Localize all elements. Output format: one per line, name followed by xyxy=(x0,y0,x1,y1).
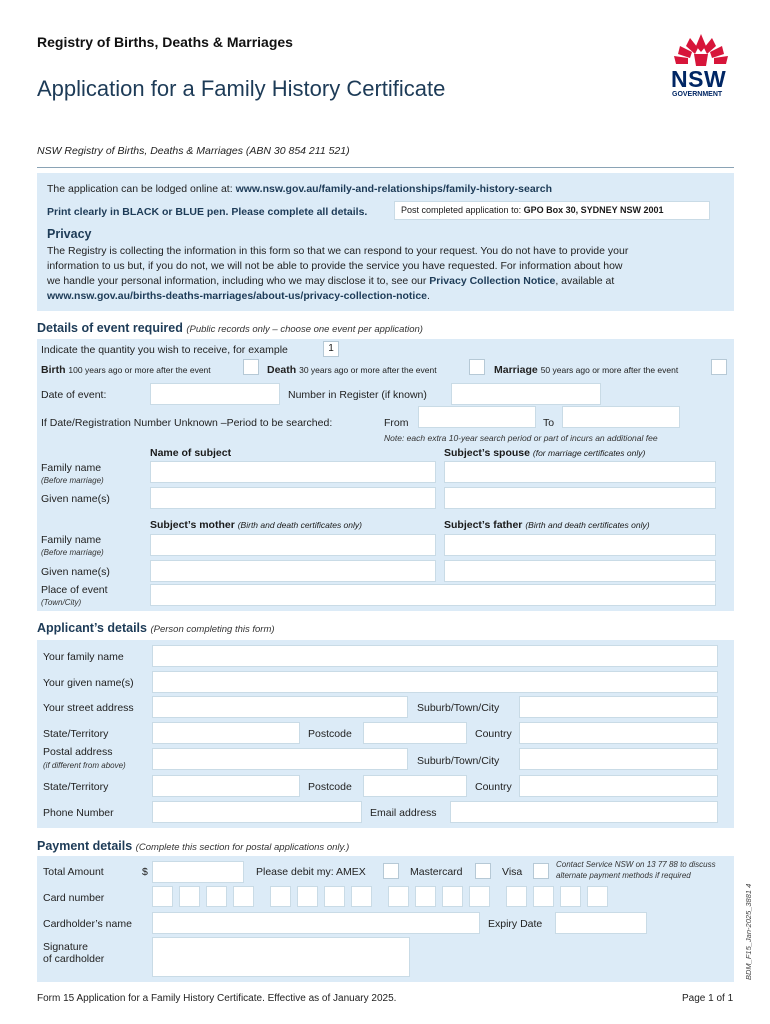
payment-heading-note: (Complete this section for postal applications only.) xyxy=(135,842,350,853)
header-divider xyxy=(37,167,734,168)
debit-amex-label: Please debit my: AMEX xyxy=(256,866,366,878)
marriage-label: Marriage xyxy=(494,364,538,376)
spouse-heading-text: Subject’s spouse xyxy=(444,447,530,459)
logo-wordmark: NSW xyxy=(671,66,727,92)
mother-family-name-input[interactable] xyxy=(150,534,436,556)
privacy-line-3 xyxy=(47,275,614,287)
page-number: Page 1 of 1 xyxy=(682,993,734,1004)
payment-heading-text: Payment details xyxy=(37,839,133,853)
father-given-names-input[interactable] xyxy=(444,560,716,582)
birth-option-label xyxy=(41,364,211,376)
phone-number-label: Phone Number xyxy=(43,807,114,819)
total-amount-input[interactable] xyxy=(152,861,244,883)
email-address-input[interactable] xyxy=(450,801,718,823)
privacy-heading: Privacy xyxy=(47,227,92,241)
death-note: 30 years ago or more after the event xyxy=(299,365,437,375)
form-footer-text: Form 15 Application for a Family History Certificate. Effective as of January 2025. xyxy=(37,993,397,1004)
card-digit-box[interactable] xyxy=(469,886,490,907)
marriage-quantity-box[interactable] xyxy=(711,359,727,375)
spouse-family-name-input[interactable] xyxy=(444,461,716,483)
mother-heading-note: (Birth and death certificates only) xyxy=(237,520,362,530)
privacy-line-3a: we handle your personal information, including who we may disclose it to, see our xyxy=(47,275,430,287)
date-of-event-label: Date of event: xyxy=(41,389,107,401)
card-digit-box[interactable] xyxy=(587,886,608,907)
postal-postcode-label: Postcode xyxy=(308,781,352,793)
print-instruction: Print clearly in BLACK or BLUE pen. Please complete all details. xyxy=(47,206,368,218)
town-city-hint: (Town/City) xyxy=(41,598,82,607)
marriage-option-label xyxy=(494,364,678,376)
postal-address-input[interactable] xyxy=(152,748,408,770)
event-heading-note: (Public records only – choose one event per application) xyxy=(186,324,423,335)
card-digit-box[interactable] xyxy=(560,886,581,907)
signature-label-line-2: of cardholder xyxy=(43,953,105,965)
privacy-line-4-end: . xyxy=(427,290,430,302)
spouse-given-names-input[interactable] xyxy=(444,487,716,509)
death-label: Death xyxy=(267,364,297,376)
card-number-label: Card number xyxy=(43,892,105,904)
marriage-note: 50 years ago or more after the event xyxy=(540,365,679,375)
extra-fee-note: Note: each extra 10-year search period or part of incurs an additional fee xyxy=(384,433,658,443)
postcode-label: Postcode xyxy=(308,728,352,740)
register-number-label: Number in Register (if known) xyxy=(288,389,427,401)
state-label: State/Territory xyxy=(43,728,109,740)
suburb-input[interactable] xyxy=(519,696,718,718)
applicant-heading-text: Applicant’s details xyxy=(37,621,147,635)
spouse-heading-note: (for marriage certificates only) xyxy=(532,448,646,458)
place-of-event-input[interactable] xyxy=(150,584,716,606)
form-code-vertical: BDM_F15_Jan-2025_3881 4 xyxy=(744,883,753,980)
card-digit-box[interactable] xyxy=(297,886,318,907)
subject-family-name-label: Family name xyxy=(41,462,102,474)
postal-state-label: State/Territory xyxy=(43,781,109,793)
date-of-event-input[interactable] xyxy=(150,383,280,405)
card-digit-box[interactable] xyxy=(351,886,372,907)
nsw-government-logo xyxy=(668,32,734,100)
subject-given-names-label: Given name(s) xyxy=(41,493,110,505)
privacy-line-1: The Registry is collecting the information in this form so that we can respond to your request. You do not have to provide your xyxy=(47,245,629,257)
father-heading-text: Subject’s father xyxy=(444,519,523,531)
expiry-date-input[interactable] xyxy=(555,912,647,934)
postcode-input[interactable] xyxy=(363,722,467,744)
registry-abn: NSW Registry of Births, Deaths & Marriages (ABN 30 854 211 521) xyxy=(37,145,350,157)
name-of-subject-heading: Name of subject xyxy=(150,447,232,459)
card-digit-box[interactable] xyxy=(388,886,409,907)
from-label: From xyxy=(384,417,409,429)
birth-quantity-box[interactable] xyxy=(243,359,259,375)
card-digit-box[interactable] xyxy=(415,886,436,907)
card-digit-box[interactable] xyxy=(206,886,227,907)
father-heading-note: (Birth and death certificates only) xyxy=(525,520,650,530)
signature-label-line-1: Signature xyxy=(43,941,88,953)
state-input[interactable] xyxy=(152,722,300,744)
mother-heading-text: Subject’s mother xyxy=(150,519,235,531)
register-number-input[interactable] xyxy=(451,383,601,405)
visa-label: Visa xyxy=(502,866,523,878)
birth-note: 100 years ago or more after the event xyxy=(68,365,211,375)
postal-postcode-input[interactable] xyxy=(363,775,467,797)
mastercard-checkbox[interactable] xyxy=(475,863,491,879)
privacy-url-link[interactable]: www.nsw.gov.au/births-deaths-marriages/about-us/privacy-collection-notice xyxy=(47,290,428,302)
card-digit-box[interactable] xyxy=(270,886,291,907)
organisation-name: Registry of Births, Deaths & Marriages xyxy=(37,34,293,50)
your-family-name-label: Your family name xyxy=(43,651,124,663)
period-to-input[interactable] xyxy=(562,406,680,428)
payment-section-heading xyxy=(37,839,349,853)
cardholder-name-label: Cardholder’s name xyxy=(43,918,132,930)
postal-address-hint: (if different from above) xyxy=(43,761,126,770)
signature-input[interactable] xyxy=(152,937,410,977)
contact-service-nsw-line-1: Contact Service NSW on 13 77 88 to discuss xyxy=(556,860,716,869)
place-of-event-label: Place of event xyxy=(41,584,108,596)
quantity-instruction: Indicate the quantity you wish to receive, for example xyxy=(41,344,288,356)
birth-label: Birth xyxy=(41,364,66,376)
your-given-names-input[interactable] xyxy=(152,671,718,693)
parent-family-name-label: Family name xyxy=(41,534,102,546)
period-from-input[interactable] xyxy=(418,406,536,428)
suburb-label: Suburb/Town/City xyxy=(417,702,500,714)
postal-country-input[interactable] xyxy=(519,775,718,797)
card-digit-box[interactable] xyxy=(179,886,200,907)
cardholder-name-input[interactable] xyxy=(152,912,480,934)
waratah-icon xyxy=(668,32,734,68)
postal-country-label: Country xyxy=(475,781,512,793)
parent-given-names-label: Given name(s) xyxy=(41,566,110,578)
contact-service-nsw-line-2: alternate payment methods if required xyxy=(556,871,691,880)
search-period-label: If Date/Registration Number Unknown –Period to be searched: xyxy=(41,417,333,429)
death-quantity-box[interactable] xyxy=(469,359,485,375)
expiry-date-label: Expiry Date xyxy=(488,918,543,930)
amex-checkbox[interactable] xyxy=(383,863,399,879)
logo-subtext: GOVERNMENT xyxy=(672,91,723,98)
your-given-names-label: Your given name(s) xyxy=(43,677,134,689)
card-digit-box[interactable] xyxy=(152,886,173,907)
postal-suburb-input[interactable] xyxy=(519,748,718,770)
subject-spouse-heading xyxy=(444,447,645,459)
online-prefix: The application can be lodged online at: xyxy=(47,183,236,195)
postal-suburb-label: Suburb/Town/City xyxy=(417,755,500,767)
event-heading-text: Details of event required xyxy=(37,321,183,335)
subject-before-marriage-hint: (Before marriage) xyxy=(41,476,104,485)
father-family-name-input[interactable] xyxy=(444,534,716,556)
street-address-label: Your street address xyxy=(43,702,134,714)
your-family-name-input[interactable] xyxy=(152,645,718,667)
subject-family-name-input[interactable] xyxy=(150,461,436,483)
postal-state-input[interactable] xyxy=(152,775,300,797)
post-address: GPO Box 30, SYDNEY NSW 2001 xyxy=(523,205,664,215)
death-option-label xyxy=(267,364,437,376)
mother-given-names-input[interactable] xyxy=(150,560,436,582)
total-amount-label: Total Amount xyxy=(43,866,104,878)
page-title: Application for a Family History Certificate xyxy=(37,76,446,101)
mastercard-label: Mastercard xyxy=(410,866,463,878)
visa-checkbox[interactable] xyxy=(533,863,549,879)
privacy-notice-link[interactable]: Privacy Collection Notice xyxy=(429,275,556,287)
event-section-heading xyxy=(37,321,423,335)
card-digit-box[interactable] xyxy=(233,886,254,907)
online-lodgement xyxy=(47,183,552,195)
country-label: Country xyxy=(475,728,512,740)
post-address-box xyxy=(394,201,710,220)
phone-number-input[interactable] xyxy=(152,801,362,823)
card-digit-box[interactable] xyxy=(442,886,463,907)
subject-father-heading xyxy=(444,519,650,531)
applicant-section-heading xyxy=(37,621,275,635)
subject-given-names-input[interactable] xyxy=(150,487,436,509)
dollar-sign: $ xyxy=(142,866,148,878)
country-input[interactable] xyxy=(519,722,718,744)
email-address-label: Email address xyxy=(370,807,437,819)
postal-address-label: Postal address xyxy=(43,746,113,758)
applicant-heading-note: (Person completing this form) xyxy=(150,624,275,635)
to-label: To xyxy=(543,417,555,429)
subject-mother-heading xyxy=(150,519,362,531)
post-label: Post completed application to: xyxy=(401,205,524,215)
online-url-link[interactable]: www.nsw.gov.au/family-and-relationships/family-history-search xyxy=(235,183,552,195)
card-digit-box[interactable] xyxy=(324,886,345,907)
quantity-example-box: 1 xyxy=(323,341,339,357)
privacy-line-4 xyxy=(47,290,430,302)
privacy-line-2: information to us but, if you do not, we will not be able to provide the service you have requested. For information about how xyxy=(47,260,623,272)
parent-before-marriage-hint: (Before marriage) xyxy=(41,548,104,557)
card-digit-box[interactable] xyxy=(533,886,554,907)
street-address-input[interactable] xyxy=(152,696,408,718)
privacy-line-3c: , available at xyxy=(555,275,615,287)
card-digit-box[interactable] xyxy=(506,886,527,907)
